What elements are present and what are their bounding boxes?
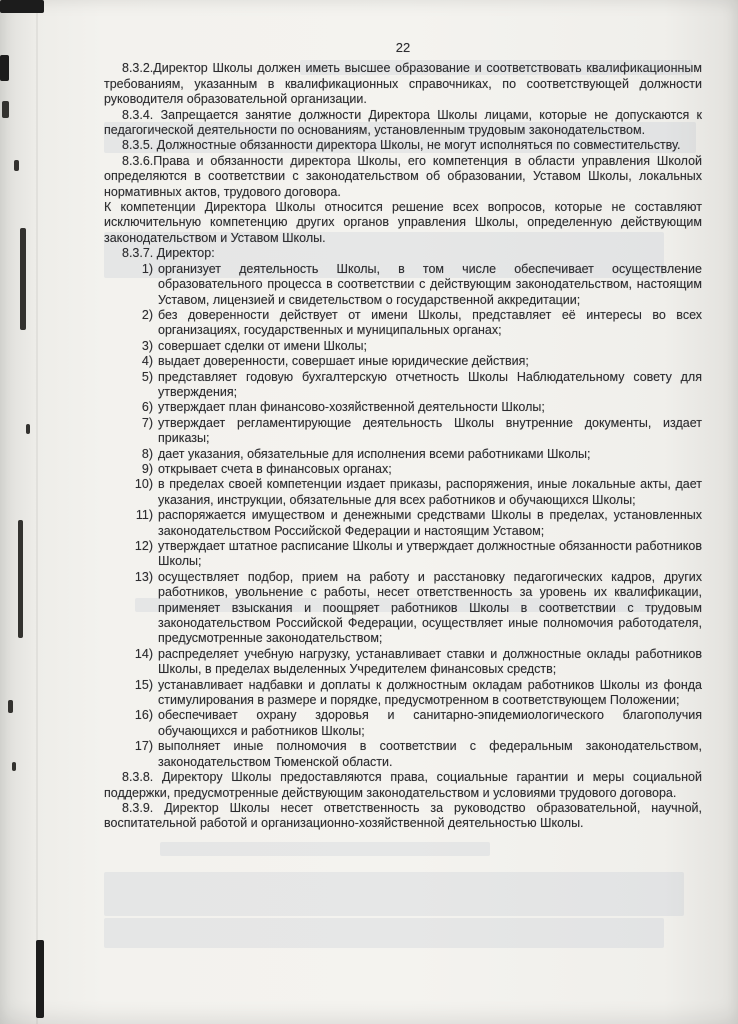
paragraph-8-3-8: 8.3.8. Директору Школы предоставляются права, социальные гарантии и меры социальной поддержки, предусмотренные действующим законодательством и условиями трудового договора. [104, 770, 702, 800]
list-item-number: 7) [141, 415, 153, 430]
list-item-text: устанавливает надбавки и доплаты к должностным окладам работников Школы из фонда стимулирования в размере и порядке, предусмотренном в соответствующем Положении; [158, 677, 702, 708]
list-item-text: в пределах своей компетенции издает приказы, распоряжения, иные локальные акты, дает указания, инструкции, обязательные для всех работников и обучающихся Школы; [158, 477, 702, 507]
list-item [104, 539, 702, 570]
list-item [104, 570, 702, 647]
list-item-number: 12) [134, 539, 153, 553]
list-item-number: 5) [141, 369, 153, 384]
scan-mark [20, 228, 26, 330]
list-item [104, 708, 702, 739]
list-item-text: утверждает регламентирующие деятельность Школы внутренние документы, издает приказы; [158, 415, 702, 446]
list-item-text: совершает сделки от имени Школы; [158, 338, 368, 353]
list-item-number: 3) [141, 338, 153, 353]
director-duties-list [104, 262, 702, 770]
list-item-number: 10) [134, 477, 153, 492]
scan-mark [12, 762, 16, 771]
list-item-text: открывает счета в финансовых органах; [158, 461, 392, 476]
list-item-text: организует деятельность Школы, в том числе обеспечивает осуществление образовательного процесса в соответствии с действующим законодательством, настоящим Уставом, лицензией и свидетельством о государственной аккредитации; [158, 261, 702, 307]
list-item-number: 11) [135, 508, 153, 523]
list-item [104, 508, 702, 539]
list-item [104, 678, 702, 709]
list-item-number: 15) [134, 677, 153, 692]
page-fold-line [36, 0, 38, 1024]
paragraph-competence: К компетенции Директора Школы относится решение всех вопросов, которые не составляют исключительную компетенцию других органов управления Школы, определенную действующим законодательством и Уставом Школы. [104, 200, 702, 245]
list-item-text: распоряжается имуществом и денежными средствами Школы в пределах, установленных законодательством Российской Федерации и настоящим Уставом; [158, 508, 702, 538]
paragraph-8-3-6: 8.3.6.Права и обязанности директора Школы, его компетенция в области управления Школой определяются в соответствии с законодательством об образовании, Уставом Школы, локальных нормативных актов, трудового договора. [104, 153, 702, 199]
list-item-number: 17) [134, 739, 153, 754]
list-item [104, 447, 702, 462]
list-item [104, 400, 702, 415]
list-item [104, 262, 702, 308]
list-item-number: 8) [141, 446, 153, 461]
list-item [104, 339, 702, 354]
list-item-text: утверждает штатное расписание Школы и утверждает должностные обязанности работников Школы; [158, 539, 702, 569]
list-item-number: 14) [134, 646, 153, 661]
list-item-text: обеспечивает охрану здоровья и санитарно-эпидемиологического благополучия обучающихся и работников Школы; [158, 708, 702, 738]
scan-mark [0, 55, 9, 81]
list-item-text: представляет годовую бухгалтерскую отчетность Школы Наблюдательному совету для утверждения; [158, 369, 702, 399]
scan-mark [26, 424, 30, 434]
document-body [104, 40, 702, 832]
list-item [104, 416, 702, 447]
paragraph-8-3-7: 8.3.7. Директор: [122, 246, 215, 261]
list-item-text: дает указания, обязательные для исполнения всеми работниками Школы; [158, 446, 591, 461]
paragraph-8-3-5: 8.3.5. Должностные обязанности директора Школы, не могут исполняться по совместительству. [122, 138, 681, 153]
list-item-text: без доверенности действует от имени Школы, представляет её интересы во всех организациях, государственных и муниципальных органах; [158, 307, 702, 338]
list-item [104, 647, 702, 678]
paragraph-8-3-4: 8.3.4. Запрещается занятие должности Директора Школы лицами, которые не допускаются к педагогической деятельности по основаниям, установленным трудовым законодательством. [104, 107, 702, 138]
list-item-text: распределяет учебную нагрузку, устанавливает ставки и должностные оклады работников Школы, в пределах выделенных Учредителем финансовых средств; [158, 646, 702, 677]
list-item [104, 308, 702, 339]
list-item-number: 13) [134, 569, 153, 584]
scan-mark [8, 700, 13, 713]
list-item [104, 462, 702, 477]
scan-mark [2, 101, 9, 118]
paragraph-8-3-9: 8.3.9. Директор Школы несет ответственность за руководство образовательной, научной, воспитательной работой и организационно-хозяйственной деятельностью Школы. [104, 800, 702, 831]
list-item-number: 4) [141, 354, 153, 369]
scan-mark [14, 160, 19, 171]
list-item [104, 370, 702, 401]
scan-mark [18, 520, 23, 638]
list-item [104, 739, 702, 770]
list-item-text: осуществляет подбор, прием на работу и расстановку педагогических кадров, других работников, увольнение с работы, несет ответственность за уровень их квалификации, применяет взыскания и поощряет работников Школы в соответствии с трудовым законодательством Российской Федерации, осуществляет иные полномочия работодателя, предусмотренные законодательством; [158, 569, 702, 646]
list-item [104, 354, 702, 369]
scan-mark [36, 940, 44, 1018]
list-item-number: 2) [141, 307, 153, 322]
page-number: 22 [395, 40, 411, 55]
list-item-text: выполняет иные полномочия в соответствии с федеральным законодательством, законодательством Тюменской области. [158, 739, 702, 769]
list-item-number: 6) [141, 400, 153, 415]
list-item-number: 1) [141, 261, 153, 276]
list-item-number: 9) [141, 461, 153, 476]
list-item [104, 477, 702, 508]
paragraph-8-3-2: 8.3.2.Директор Школы должен иметь высшее образование и соответствовать квалификационным требованиям, указанным в квалификационных справочниках, по соответствующей должности руководителя образовательной организации. [104, 61, 702, 107]
list-item-text: выдает доверенности, совершает иные юридические действия; [158, 354, 529, 369]
scan-mark [0, 0, 44, 13]
list-item-number: 16) [134, 708, 153, 723]
list-item-text: утверждает план финансово-хозяйственной деятельности Школы; [158, 400, 545, 415]
